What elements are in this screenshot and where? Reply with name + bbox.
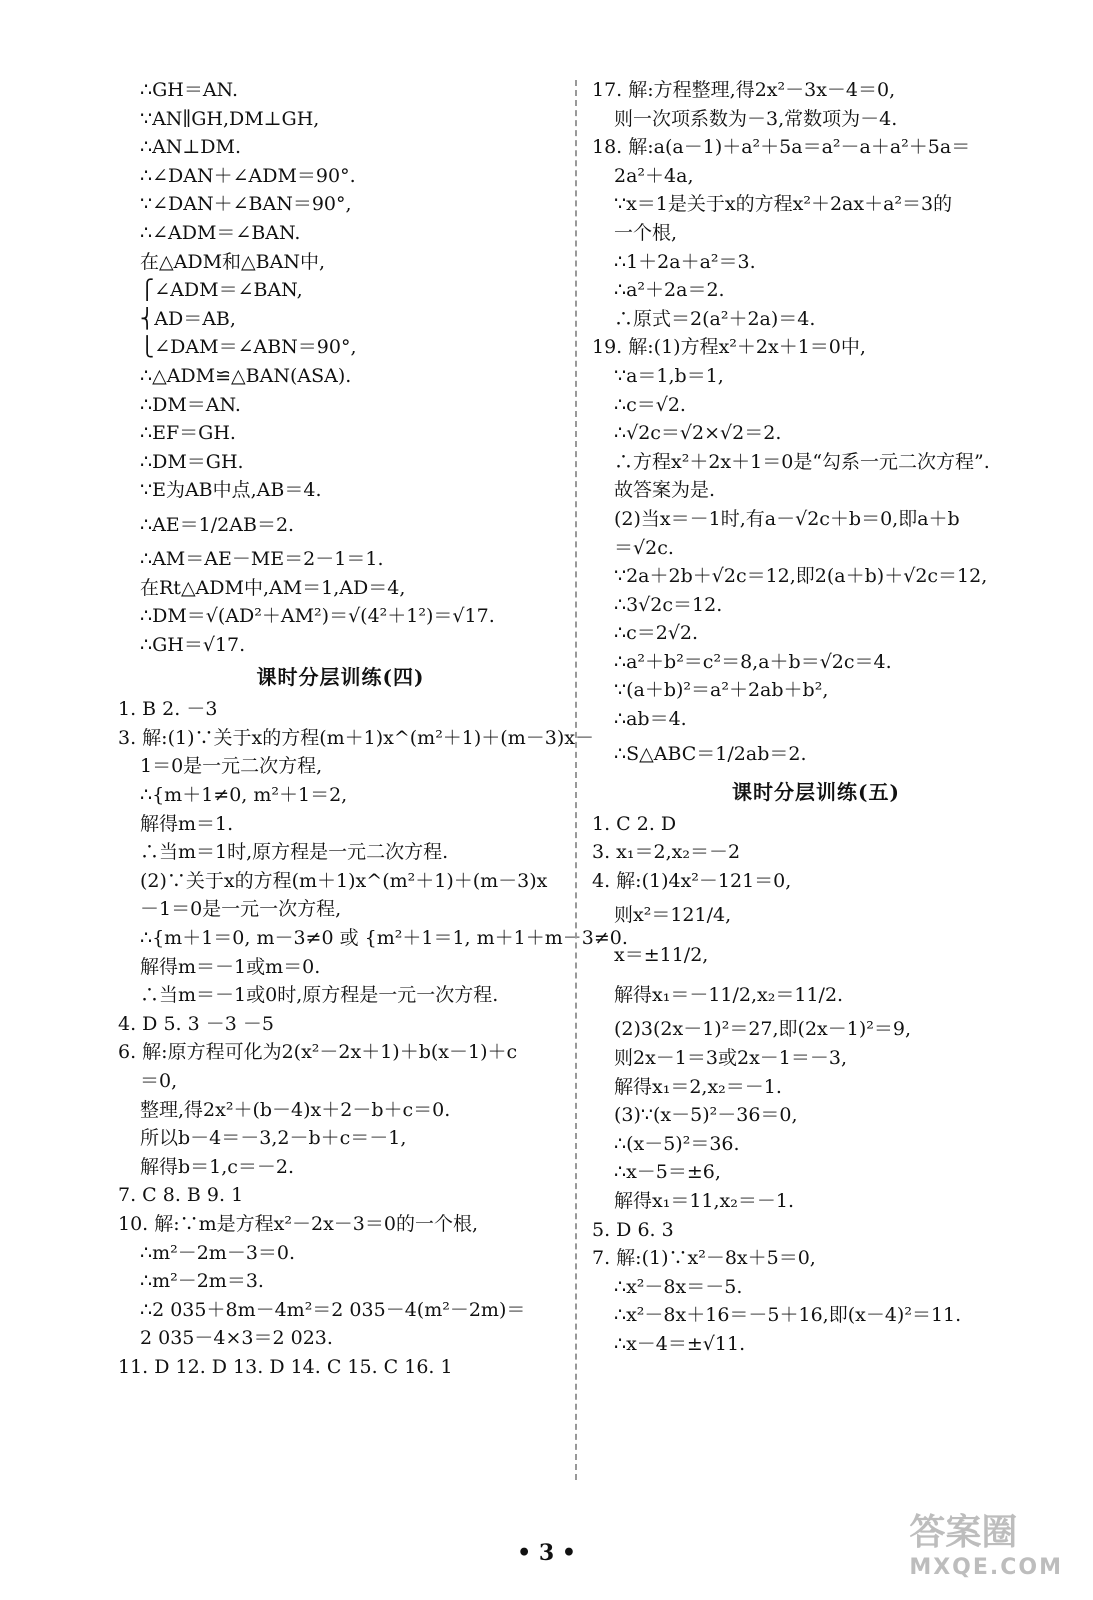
right-section-heading: 课时分层训练(五) xyxy=(732,779,900,804)
right-text-line: ∴方程x²＋2x＋1＝0是“勾系一元二次方程”. xyxy=(614,450,990,473)
right-text-line: ＝√2c. xyxy=(614,536,674,559)
right-text-line: ∴c＝2√2. xyxy=(614,622,699,645)
right-text-line: 18. 解:a(a－1)＋a²＋5a＝a²－a＋a²＋5a＝ xyxy=(592,136,971,159)
right-text-line: ∴ab＝4. xyxy=(614,708,687,731)
left-text-line: 整理,得2x²＋(b－4)x＋2－b＋c＝0. xyxy=(140,1098,451,1121)
left-text-line: ∴{m＋1≠0, m²＋1＝2, xyxy=(140,784,348,807)
watermark-text: 答案圈 xyxy=(909,1512,1018,1553)
right-text-line: ∴3√2c＝12. xyxy=(614,593,723,616)
left-text-line: ∴△ADM≌△BAN(ASA). xyxy=(140,364,352,387)
left-text-line: ∴AN⊥DM. xyxy=(140,136,242,159)
left-text-line: 在Rt△ADM中,AM＝1,AD＝4, xyxy=(140,576,406,599)
right-text-line: ∴√2c＝√2×√2＝2. xyxy=(614,422,782,445)
right-text-line: ∴x²－8x＋16＝－5＋16,即(x－4)²＝11. xyxy=(614,1304,962,1327)
left-text-line: ∴GH＝AN. xyxy=(140,79,239,101)
left-text-line: 解得b＝1,c＝－2. xyxy=(140,1155,295,1178)
left-text-line: ∴当m＝－1或0时,原方程是一元一次方程. xyxy=(140,984,499,1007)
left-text-line: ∴AM＝AE－ME＝2－1＝1. xyxy=(140,547,384,570)
left-text-line: (2)∵关于x的方程(m＋1)x^(m²＋1)＋(m－3)x xyxy=(140,869,548,892)
left-text-line: ∴DM＝√(AD²＋AM²)＝√(4²＋1²)＝√17. xyxy=(140,605,495,628)
left-text-line: ∴当m＝1时,原方程是一元二次方程. xyxy=(140,841,449,864)
left-text-line: ⎩∠DAM＝∠ABN＝90°, xyxy=(140,336,357,359)
right-text-line: ∴a²＋b²＝c²＝8,a＋b＝√2c＝4. xyxy=(614,650,892,673)
right-text-line: ∴x²－8x＝－5. xyxy=(614,1275,743,1298)
left-text-line: ∵AN∥GH,DM⊥GH, xyxy=(140,107,320,130)
left-text-line: ∴EF＝GH. xyxy=(140,422,236,445)
left-section-heading: 课时分层训练(四) xyxy=(256,665,425,690)
right-text-line: 1. C 2. D xyxy=(592,812,677,835)
left-text-line: 11. D 12. D 13. D 14. C 15. C 16. 1 xyxy=(118,1355,453,1378)
right-text-line: 5. D 6. 3 xyxy=(592,1218,674,1241)
watermark-url: MXQE.COM xyxy=(909,1555,1063,1580)
right-text-line: ∴x－5＝±6, xyxy=(614,1161,721,1184)
right-text-line: ∴a²＋2a＝2. xyxy=(614,279,725,302)
right-column xyxy=(592,76,1040,1359)
right-text-line: 解得x₁＝－11/2,x₂＝11/2. xyxy=(614,984,844,1007)
left-text-line: ∴DM＝AN. xyxy=(140,393,241,416)
left-text-line: 解得m＝－1或m＝0. xyxy=(140,955,321,978)
left-text-line: 7. C 8. B 9. 1 xyxy=(118,1184,244,1207)
right-text-line: (2)当x＝－1时,有a－√2c＋b＝0,即a＋b xyxy=(614,507,960,530)
left-text-line: ∴{m＋1＝0, m－3≠0 或 {m²＋1＝1, m＋1＋m－3≠0. xyxy=(140,927,628,950)
left-text-line: 10. 解:∵m是方程x²－2x－3＝0的一个根, xyxy=(118,1212,479,1235)
right-text-line: 则2x－1＝3或2x－1＝－3, xyxy=(614,1047,848,1070)
right-text-line: 则x²＝121/4, xyxy=(614,904,732,927)
left-text-line: 1＝0是一元二次方程, xyxy=(140,755,323,778)
right-text-line: ∴1＋2a＋a²＝3. xyxy=(614,250,756,273)
right-text-line: ∵x＝1是关于x的方程x²＋2ax＋a²＝3的 xyxy=(614,193,953,216)
left-text-line: ∴m²－2m＝3. xyxy=(140,1270,264,1293)
left-column xyxy=(118,76,628,1382)
left-text-line: 2 035－4×3＝2 023. xyxy=(140,1327,333,1350)
page-number: • 3 • xyxy=(517,1540,576,1566)
column-divider xyxy=(575,80,577,1480)
left-text-line: ∵E为AB中点,AB＝4. xyxy=(140,479,322,502)
right-text-line: ∴原式＝2(a²＋2a)＝4. xyxy=(614,307,816,330)
right-text-line: (2)3(2x－1)²＝27,即(2x－1)²＝9, xyxy=(614,1018,912,1041)
left-text-line: ＝0, xyxy=(140,1070,178,1092)
right-text-line: 7. 解:(1)∵x²－8x＋5＝0, xyxy=(592,1247,816,1270)
left-text-line: ∴∠ADM＝∠BAN. xyxy=(140,221,301,244)
right-text-line: 3. x₁＝2,x₂＝－2 xyxy=(592,841,741,864)
right-text-line: 19. 解:(1)方程x²＋2x＋1＝0中, xyxy=(592,336,866,359)
right-text-line: ∵a＝1,b＝1, xyxy=(614,364,724,387)
left-text-line: ∴DM＝GH. xyxy=(140,450,244,473)
right-text-line: ∵2a＋2b＋√2c＝12,即2(a＋b)＋√2c＝12, xyxy=(614,565,988,588)
left-text-line: 4. D 5. 3 －3 －5 xyxy=(118,1012,274,1035)
right-text-line: (3)∵(x－5)²－36＝0, xyxy=(614,1104,798,1127)
right-text-line: ∵(a＋b)²＝a²＋2ab＋b², xyxy=(614,679,829,702)
left-text-line: 在△ADM和△BAN中, xyxy=(140,250,325,273)
right-text-line: 则一次项系数为－3,常数项为－4. xyxy=(614,107,898,130)
left-text-line: ∴GH＝√17. xyxy=(140,633,246,656)
right-text-line: ∴S△ABC＝1/2ab＝2. xyxy=(614,742,807,765)
left-text-line: 6. 解:原方程可化为2(x²－2x＋1)＋b(x－1)＋c xyxy=(118,1041,518,1064)
left-text-line: ∴∠DAN＋∠ADM＝90°. xyxy=(140,164,356,187)
left-text-line: 1. B 2. －3 xyxy=(118,698,218,721)
right-text-line: ∴(x－5)²＝36. xyxy=(614,1132,740,1155)
right-text-line: 4. 解:(1)4x²－121＝0, xyxy=(592,869,792,892)
left-text-line: 3. 解:(1)∵关于x的方程(m＋1)x^(m²＋1)＋(m－3)x－ xyxy=(118,726,594,749)
right-text-line: 解得x₁＝2,x₂＝－1. xyxy=(614,1075,782,1098)
right-text-line: 17. 解:方程整理,得2x²－3x－4＝0, xyxy=(592,79,896,101)
left-text-line: ∵∠DAN＋∠BAN＝90°, xyxy=(140,193,352,216)
right-text-line: 故答案为是. xyxy=(614,479,716,502)
right-text-line: ∴x－4＝±√11. xyxy=(614,1332,746,1355)
left-text-line: ∴2 035＋8m－4m²＝2 035－4(m²－2m)＝ xyxy=(140,1298,526,1321)
left-text-line: －1＝0是一元一次方程, xyxy=(140,898,342,921)
right-text-line: ∴c＝√2. xyxy=(614,393,686,416)
left-text-line: ⎧∠ADM＝∠BAN, xyxy=(140,279,303,302)
right-text-line: x＝±11/2, xyxy=(614,944,709,967)
watermark-logo xyxy=(909,1504,1063,1580)
left-text-line: ⎨AD＝AB, xyxy=(140,307,236,330)
left-text-line: ∴m²－2m－3＝0. xyxy=(140,1241,296,1264)
right-text-line: 一个根, xyxy=(614,221,678,244)
left-text-line: 所以b－4＝－3,2－b＋c＝－1, xyxy=(140,1127,407,1150)
right-text-line: 解得x₁＝11,x₂＝－1. xyxy=(614,1190,795,1212)
right-text-line: 2a²＋4a, xyxy=(614,164,694,187)
left-text-line: 解得m＝1. xyxy=(140,812,234,835)
left-text-line: ∴AE＝1/2AB＝2. xyxy=(140,513,295,536)
